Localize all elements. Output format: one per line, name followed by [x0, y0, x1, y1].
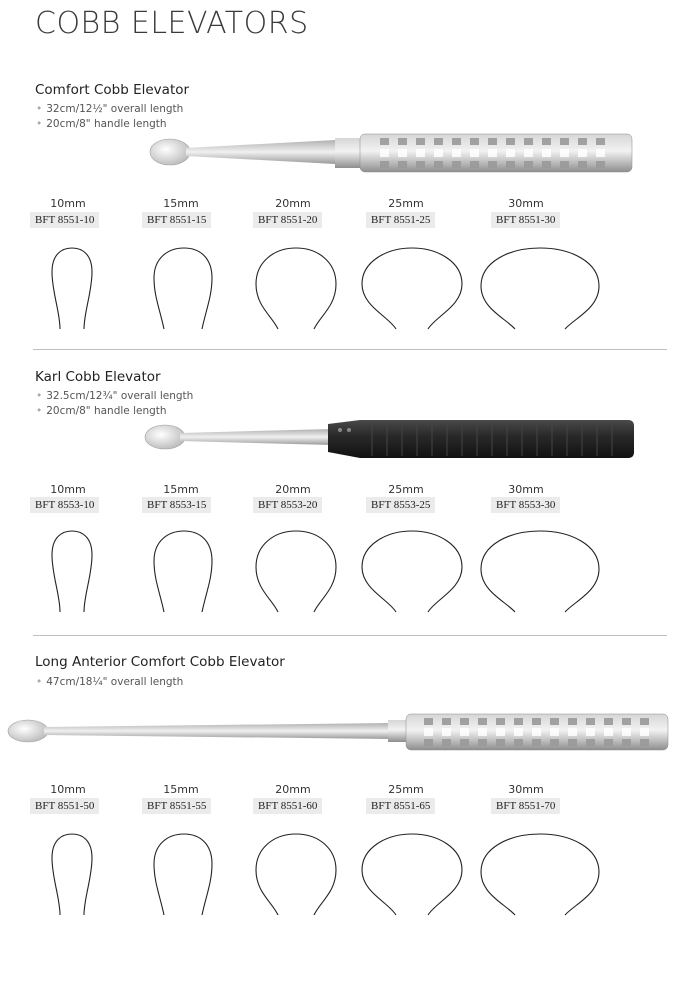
section-title: Comfort Cobb Elevator	[35, 82, 190, 98]
page-title: COBB ELEVATORS	[35, 6, 309, 41]
long-anterior-cobb-elevator-image	[0, 708, 691, 760]
product-code: BFT 8551-30	[491, 212, 560, 228]
product-code: BFT 8551-65	[366, 798, 435, 814]
tip-outline-10mm	[48, 830, 98, 916]
product-code: BFT 8553-10	[30, 497, 99, 513]
product-code: BFT 8551-60	[253, 798, 322, 814]
tip-outline-30mm	[479, 830, 601, 916]
tip-outline-25mm	[360, 244, 464, 330]
product-code: BFT 8551-50	[30, 798, 99, 814]
size-label: 20mm	[275, 783, 311, 796]
section-divider	[33, 349, 667, 350]
spec-line: • 20cm/8" handle length	[36, 405, 167, 417]
tip-outline-15mm	[152, 830, 216, 916]
section-title: Karl Cobb Elevator	[35, 369, 161, 385]
tip-outline-15mm	[152, 527, 216, 613]
product-code: BFT 8553-15	[142, 497, 211, 513]
product-code: BFT 8551-20	[253, 212, 322, 228]
tip-outline-30mm	[479, 527, 601, 613]
size-label: 10mm	[50, 783, 86, 796]
tip-outline-25mm	[360, 527, 464, 613]
product-code: BFT 8553-20	[253, 497, 322, 513]
tip-outline-20mm	[254, 244, 338, 330]
tip-outline-10mm	[48, 527, 98, 613]
product-code: BFT 8551-10	[30, 212, 99, 228]
tip-outline-25mm	[360, 830, 464, 916]
size-label: 30mm	[508, 483, 544, 496]
size-label: 30mm	[508, 197, 544, 210]
product-code: BFT 8553-30	[491, 497, 560, 513]
product-code: BFT 8553-25	[366, 497, 435, 513]
size-label: 25mm	[388, 483, 424, 496]
size-label: 15mm	[163, 197, 199, 210]
size-label: 15mm	[163, 783, 199, 796]
product-code: BFT 8551-15	[142, 212, 211, 228]
spec-line: • 32cm/12½" overall length	[36, 103, 184, 115]
tip-outline-20mm	[254, 830, 338, 916]
size-label: 15mm	[163, 483, 199, 496]
product-code: BFT 8551-70	[491, 798, 560, 814]
size-label: 25mm	[388, 783, 424, 796]
size-label: 30mm	[508, 783, 544, 796]
tip-outline-30mm	[479, 244, 601, 330]
tip-outline-10mm	[48, 244, 98, 330]
size-label: 25mm	[388, 197, 424, 210]
product-code: BFT 8551-25	[366, 212, 435, 228]
size-label: 10mm	[50, 197, 86, 210]
product-code: BFT 8551-55	[142, 798, 211, 814]
tip-outline-15mm	[152, 244, 216, 330]
spec-line: • 47cm/18¼" overall length	[36, 676, 184, 688]
section-divider	[33, 635, 667, 636]
tip-outline-20mm	[254, 527, 338, 613]
karl-cobb-elevator-image	[0, 416, 691, 466]
size-label: 20mm	[275, 483, 311, 496]
section-title: Long Anterior Comfort Cobb Elevator	[35, 654, 285, 670]
size-label: 20mm	[275, 197, 311, 210]
comfort-cobb-elevator-image	[0, 126, 691, 186]
spec-line: • 32.5cm/12¾" overall length	[36, 390, 194, 402]
spec-line: • 20cm/8" handle length	[36, 118, 167, 130]
size-label: 10mm	[50, 483, 86, 496]
